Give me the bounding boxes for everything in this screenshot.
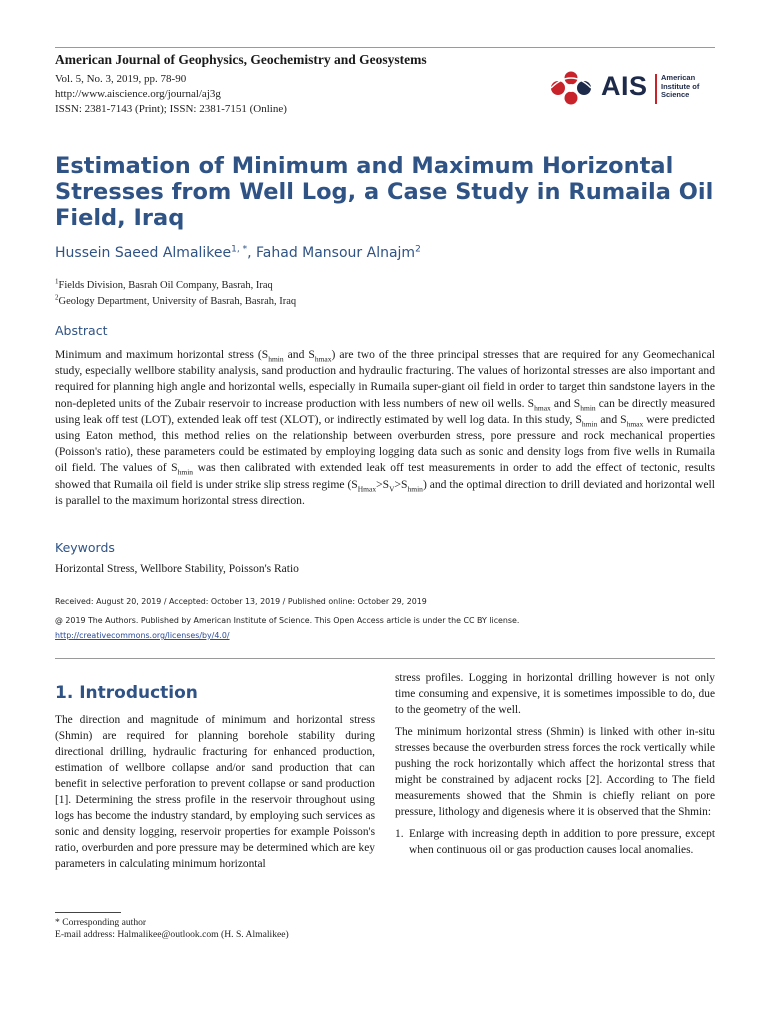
author-2-affil: 2 (415, 244, 421, 255)
keywords-heading: Keywords (55, 540, 115, 555)
email-address[interactable]: Halmalikee@outlook.com (H. S. Almalikee) (117, 929, 289, 940)
affil-2-num: 2 (55, 293, 59, 302)
author-2: Fahad Mansour Alnajm (256, 245, 416, 261)
logo-sub-line-3: Science (661, 90, 690, 100)
issn-info: ISSN: 2381-7143 (Print); ISSN: 2381-7151 (Online) (55, 103, 287, 115)
intro-paragraph-2: stress profiles. Logging in horizontal drilling however is not only time consuming and expensive, it is sometimes impossible to do, due to the geometry of the well. (395, 672, 715, 717)
corresponding-author-note: * Corresponding author (55, 917, 147, 928)
affiliation-1 (55, 277, 273, 291)
intro-paragraph-1: The direction and magnitude of minimum and horizontal stress (Shmin) are required for planning borehole stability during directional drilling, hydraulic fracturing for enhanced production, estimation of wellbore collapse and/or sand production that can benefit in selective perforation to prevent collapse or sand production [1]. Determining the stress profile in the reservoir throughout using logs has become the industry standard, by employing such services as sonic and density logging, reservoir properties for example Poisson's ratio, overburden and pore pressure may be determined which are key parameters in calculating minimum horizontal (55, 714, 375, 871)
author-list (55, 245, 421, 261)
logo-sub-line-2: Institute of (661, 81, 700, 91)
logo-sub-line-1: American (661, 73, 696, 82)
section-divider (55, 658, 715, 659)
keywords-text: Horizontal Stress, Wellbore Stability, Poisson's Ratio (55, 563, 299, 575)
introduction-heading: 1. Introduction (55, 683, 198, 703)
intro-paragraph-3: The minimum horizontal stress (Shmin) is linked with other in-situ stresses because the overburden stress forces the rock vertically while pushing the rock horizontally which affect the horizontal stress that might be constrained by adjacent rocks [2]. According to The field measurements showed that the Shmin is chiefly reliant on pore pressure, lithology and digenesis where it is observed that the Shmin: (395, 726, 715, 819)
email-label: E-mail address: (55, 929, 118, 940)
list-item-number: 1. (395, 828, 404, 841)
email-note (55, 929, 289, 940)
article-title: Estimation of Minimum and Maximum Horizontal Stresses from Well Log, a Case Study in Rumaila Oil Field, Iraq (55, 153, 714, 231)
license-link[interactable]: http://creativecommons.org/licenses/by/4.0/ (55, 631, 230, 640)
logo-text: AIS (601, 71, 648, 101)
logo-subtitle (661, 74, 721, 100)
journal-url[interactable]: http://www.aiscience.org/journal/aj3g (55, 88, 221, 100)
affil-1-num: 1 (55, 277, 59, 286)
copyright-notice: @ 2019 The Authors. Published by American Institute of Science. This Open Access article is under the CC BY license. (55, 616, 520, 625)
abstract-heading: Abstract (55, 323, 108, 338)
abstract-body: Minimum and maximum horizontal stress ($S_{hmin}$ and $S_{hmax}$) are two of the three principal stresses that are required for any Geomechanical study, especially wellbore stability analysis, sand production and hydraulic fracturing. The values of horizontal stresses are also important and required for planning high angle and horizontal wells, especially in Rumaila super-giant oil field in order to target thin sandstone layers in the non-depleted units of the Zubair reservoir to increase production with less numbers of new oil wells. $S_{hmax}$ and $S_{hmin}$ can be directly measured using leak off test (LOT), extended leak off test (XLOT), or indirectly estimated by well log data. In this study, $S_{hmin}$ and $S_{hmax}$ were predicted using Eaton method, this method relies on the relationship between overburden stress, pore pressure and rock mechanical properties (Poisson's ratio), these parameters could be estimated by employing logging data such as sonic and density logs from five wells in Rumaila oil field. The values of $S_{hmin}$ was then calibrated with extended leak off test measurements in order to add the effect of tectonic, results showed that Rumaila oil field is under strike slip stress regime $(S_{Hmax}>S_V>S_{hmin})$ and the optimal direction to drill deviated and horizontal well is parallel to the maximum horizontal stress direction. (55, 348, 716, 507)
journal-name: American Journal of Geophysics, Geochemistry and Geosystems (55, 52, 427, 67)
author-1-affil: 1, * (231, 244, 248, 255)
left-column (55, 712, 375, 878)
right-column (395, 670, 715, 859)
ais-logo-icon (549, 70, 601, 106)
footnote-rule (55, 912, 121, 913)
list-item (395, 826, 715, 858)
author-1: Hussein Saeed Almalikee (55, 245, 232, 261)
affil-1-text: Fields Division, Basrah Oil Company, Basrah, Iraq (58, 280, 273, 291)
logo-separator (655, 74, 657, 104)
affiliation-2 (55, 293, 297, 307)
list-item-text: Enlarge with increasing depth in addition to pore pressure, except when continuous oil or gas production causes local anomalies. (409, 828, 715, 857)
affil-2-text: Geology Department, University of Basrah, Basrah, Iraq (58, 296, 297, 307)
volume-info: Vol. 5, No. 3, 2019, pp. 78-90 (55, 73, 187, 85)
header-top-rule (55, 47, 715, 48)
author-separator: , (247, 245, 257, 261)
publication-dates: Received: August 20, 2019 / Accepted: October 13, 2019 / Published online: October 29, 2019 (55, 597, 427, 606)
